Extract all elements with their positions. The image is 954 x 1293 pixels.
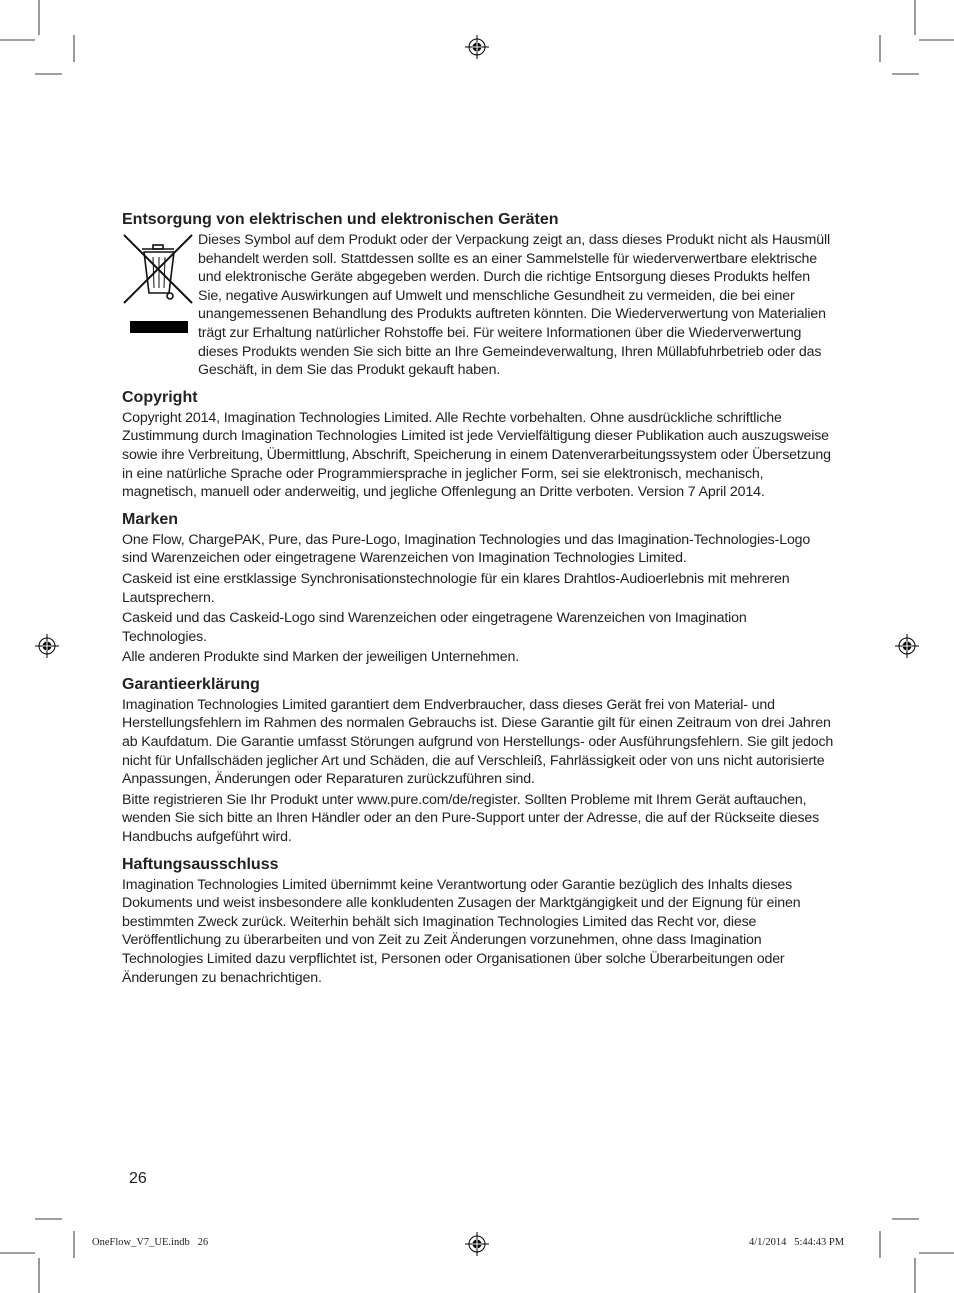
- section-entsorgung: [122, 210, 834, 380]
- section-haftung: [122, 855, 834, 988]
- section-heading: Garantieerklärung: [122, 675, 260, 693]
- registration-mark-icon: [895, 634, 919, 658]
- document-body: [122, 210, 834, 995]
- registration-mark-icon: [465, 35, 489, 59]
- paragraph: Caskeid ist eine erstklassige Synchronisationstechnologie für ein klares Drahtlos-Audioerlebnis mit mehreren Lautsprechern.: [122, 570, 790, 606]
- section-garantie: [122, 675, 834, 847]
- section-heading: Haftungsausschluss: [122, 855, 279, 873]
- section-heading: Copyright: [122, 388, 198, 406]
- paragraph: One Flow, ChargePAK, Pure, das Pure-Logo, Imagination Technologies und das Imagination-Technologies-Logo sind Warenzeichen oder eingetragene Warenzeichen von Imagination Technologies Limited.: [122, 531, 811, 567]
- section-heading: Marken: [122, 510, 179, 528]
- section-heading: Entsorgung von elektrischen und elektronischen Geräten: [122, 211, 559, 228]
- registration-mark-icon: [35, 634, 59, 658]
- paragraph: Imagination Technologies Limited garantiert dem Endverbraucher, dass dieses Gerät frei von Material- und Herstellungsfehlern im Rahmen des normalen Gebrauchs ist. Diese Garantie gilt für einen Zeitraum von drei Jahren ab Kaufdatum. Die Garantie umfasst Störungen aufgrund von Herstellungs- oder Ausführungsfehlern. Sie gilt jedoch nicht für Unfallschäden jeglicher Art und Schäden, die auf Verschleiß, Fahrlässigkeit oder von uns nicht autorisierte Anpassungen, Änderungen oder Reparaturen zurückzuführen sind.: [122, 696, 834, 788]
- slug-file: OneFlow_V7_UE.indb 26: [92, 1237, 209, 1248]
- section-marken: [122, 510, 834, 667]
- page-number: 26: [129, 1170, 147, 1187]
- paragraph: Dieses Symbol auf dem Produkt oder der Verpackung zeigt an, dass dieses Produkt nicht als Hausmüll behandelt werden soll. Stattdessen sollte es an einer Sammelstelle für wiederverwertbare elektrische und elektronische Geräte abgegeben werden. Durch die richtige Entsorgung dieses Produkts helfen Sie, negative Auswirkungen auf Umwelt und menschliche Gesundheit zu vermeiden, die bei einer unangemessenen Behandlung des Produkts auftreten könnten. Die Wiederverwertung von Materialien trägt zur Erhaltung natürlicher Rohstoffe bei. Für weitere Informationen über die Wiederverwertung dieses Produkts wenden Sie sich bitte an Ihre Gemeindeverwaltung, Ihren Müllabfuhrbetrieb oder das Geschäft, in dem Sie das Produkt gekauft haben.: [198, 232, 830, 379]
- paragraph: Copyright 2014, Imagination Technologies Limited. Alle Rechte vorbehalten. Ohne ausdrückliche schriftliche Zustimmung durch Imagination Technologies Limited ist jede Vervielfältigung dieser Publikation auch auszugsweise sowie ihre Verbreitung, Übermittlung, Abschrift, Speicherung in einem Datenverarbeitungssystem oder Übersetzung in eine natürliche Sprache oder Programmiersprache in jeglicher Form, sei sie elektronisch, mechanisch, magnetisch, manuell oder anderweitig, und jegliche Offenlegung an Dritte verboten. Version 7 April 2014.: [122, 409, 831, 501]
- paragraph: Imagination Technologies Limited übernimmt keine Verantwortung oder Garantie bezüglich des Inhalts dieses Dokuments und weist insbesondere alle konkludenten Zusagen der Marktgängigkeit und der Eignung für einen bestimmten Zweck zurück. Weiterhin behält sich Imagination Technologies Limited das Recht vor, diese Veröffentlichung zu überarbeiten und von Zeit zu Zeit Änderungen vorzunehmen, ohne dass Imagination Technologies Limited dazu verpflichtet ist, Personen oder Organisationen über solche Überarbeitungen oder Änderungen zu benachrichtigen.: [122, 876, 801, 986]
- section-copyright: [122, 388, 834, 502]
- paragraph: Bitte registrieren Sie Ihr Produkt unter www.pure.com/de/register. Sollten Probleme mit Ihrem Gerät auftauchen, wenden Sie sich bitte an Ihren Händler oder an den Pure-Support unter der Adresse, die auf der Rückseite dieses Handbuchs aufgeführt wird.: [122, 791, 820, 846]
- paragraph: Alle anderen Produkte sind Marken der jeweiligen Unternehmen.: [122, 649, 520, 666]
- registration-mark-icon: [465, 1232, 489, 1256]
- slug-timestamp: 4/1/2014 5:44:43 PM: [749, 1237, 845, 1248]
- weee-block: [122, 231, 834, 380]
- weee-crossed-bin-icon: [122, 233, 194, 337]
- paragraph: Caskeid und das Caskeid-Logo sind Warenzeichen oder eingetragene Warenzeichen von Imagination Technologies.: [122, 610, 747, 645]
